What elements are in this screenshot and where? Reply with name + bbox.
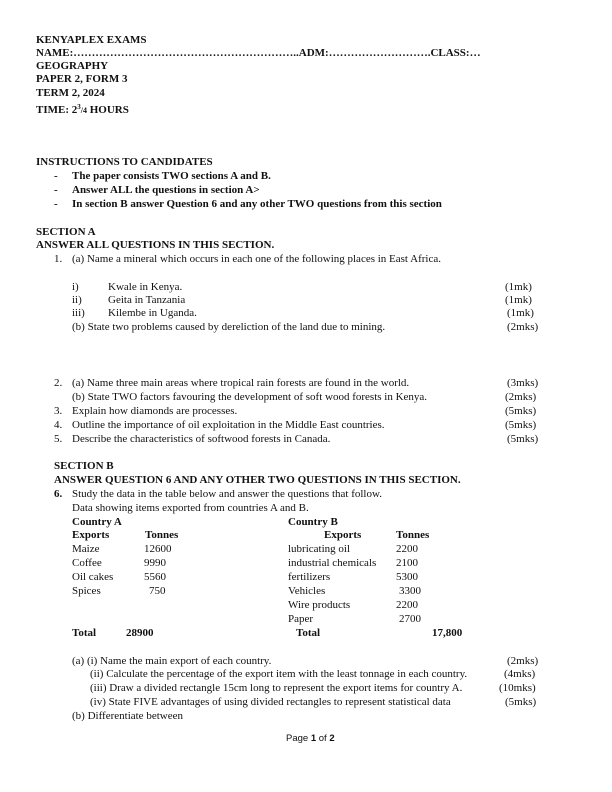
q1-sub-marks: (1mk) [507,307,534,319]
country-a-tonnes: 750 [149,585,166,597]
q1-sub-num: i) [72,281,79,293]
q1-sub-text: Kwale in Kenya. [108,281,183,293]
country-b-total-label: Total [296,627,321,639]
q1-sub-text: Geita in Tanzania [108,294,186,306]
q1-number: 1. [54,253,63,265]
q6-part-a-ii: (ii) Calculate the percentage of the export item with the least tonnage in each country. [90,668,468,680]
country-a-tonnes: 9990 [144,557,166,569]
exam-body: KENYAPLEX EXAMS [36,34,147,46]
subject: GEOGRAPHY [36,60,109,72]
country-b-tonnes: 3300 [399,585,421,597]
q3-text: Explain how diamonds are processes. [72,405,238,417]
country-b-item: lubricating oil [288,543,351,555]
country-b-item: Paper [288,613,314,625]
country-b-tonnes: 2700 [399,613,421,625]
country-a-tonnes: 5560 [144,571,166,583]
q6-part-a-iii: (iii) Draw a divided rectangle 15cm long to represent the export items for country A. [90,682,463,694]
time-fraction-denominator: /4 [80,106,87,115]
country-b-item: Wire products [288,599,351,611]
country-a-col-tonnes: Tonnes [145,529,179,541]
q1-sub-marks: (1mk) [505,281,532,293]
q6-part-a-ii-marks: (4mks) [504,668,536,680]
instruction-item-2: Answer ALL the questions in section A> [72,184,260,196]
q2b-marks: (2mks) [505,391,537,403]
q2a-text: (a) Name three main areas where tropical rain forests are found in the world. [72,377,410,389]
page-total: 2 [329,733,335,744]
time-label: TIME: 2 [36,104,78,116]
q3-marks: (5mks) [505,405,537,417]
country-a-col-exports: Exports [72,529,110,541]
country-a-item: Coffee [72,557,102,569]
q1-sub-text: Kilembe in Uganda. [108,307,197,319]
section-b-title: SECTION B [54,460,114,472]
page-number: 1 [310,733,317,744]
q2a-marks: (3mks) [507,377,539,389]
name-adm-class-line: NAME:……………………………………………………..ADM:……………………….CLASS:… [36,47,481,59]
q5-marks: (5mks) [507,433,539,445]
country-b-tonnes: 2200 [396,543,418,555]
q4-marks: (5mks) [505,419,537,431]
country-b-tonnes: 5300 [396,571,418,583]
country-a-title: Country A [72,516,122,528]
q5-text: Describe the characteristics of softwood forests in Canada. [72,433,331,445]
country-a-total-value: 28900 [126,627,154,639]
section-a-title: SECTION A [36,226,96,238]
country-a-item: Oil cakes [72,571,114,583]
country-a-item: Maize [72,543,100,555]
page-footer [286,732,335,745]
q1-sub-marks: (1mk) [505,294,532,306]
instruction-item-1: The paper consists TWO sections A and B. [72,170,271,182]
q1-text: (a) Name a mineral which occurs in each one of the following places in East Africa. [72,253,441,265]
section-b-instruction: ANSWER QUESTION 6 AND ANY OTHER TWO QUESTIONS IN THIS SECTION. [54,474,461,486]
country-b-item: fertilizers [288,571,331,583]
country-b-item: industrial chemicals [288,557,377,569]
time-fraction-numerator: 3 [77,103,81,111]
country-a-item: Spices [72,585,101,597]
country-a-tonnes: 12600 [144,543,172,555]
q4-text: Outline the importance of oil exploitation in the Middle East countries. [72,419,385,431]
instruction-bullet: - [54,170,58,182]
q3-number: 3. [54,405,63,417]
instruction-item-3: In section B answer Question 6 and any other TWO questions from this section [72,198,442,210]
q6-part-a-i: (a) (i) Name the main export of each country. [72,655,272,667]
time-unit: HOURS [86,104,129,116]
instruction-bullet: - [54,198,58,210]
q6-part-a-i-marks: (2mks) [507,655,539,667]
instruction-bullet: - [54,184,58,196]
country-b-title: Country B [288,516,338,528]
q1-sub-num: iii) [72,307,85,319]
time [36,101,129,117]
q6-number: 6. [54,488,63,500]
country-a-total-label: Total [72,627,97,639]
q4-number: 4. [54,419,63,431]
country-b-item: Vehicles [288,585,326,597]
country-b-col-exports: Exports [324,529,362,541]
country-b-total-value: 17,800 [432,627,463,639]
q2-number: 2. [54,377,63,389]
q6-part-a-iii-marks: (10mks) [499,682,536,694]
paper-form: PAPER 2, FORM 3 [36,73,128,85]
q6-part-b: (b) Differentiate between [72,710,183,722]
q6-caption: Data showing items exported from countries A and B. [72,502,309,514]
q6-part-a-iv: (iv) State FIVE advantages of using divided rectangles to represent statistical data [90,696,451,708]
country-b-tonnes: 2100 [396,557,418,569]
q6-text: Study the data in the table below and answer the questions that follow. [72,488,382,500]
of-word: of [316,733,330,744]
q5-number: 5. [54,433,63,445]
instructions-title: INSTRUCTIONS TO CANDIDATES [36,156,213,168]
page-word: Page [286,733,311,744]
term: TERM 2, 2024 [36,87,105,99]
q1b-text: (b) State two problems caused by dereliction of the land due to mining. [72,321,386,333]
q2b-text: (b) State TWO factors favouring the development of soft wood forests in Kenya. [72,391,428,403]
country-b-tonnes: 2200 [396,599,418,611]
section-a-instruction: ANSWER ALL QUESTIONS IN THIS SECTION. [36,239,275,251]
q1b-marks: (2mks) [507,321,539,333]
q1-sub-num: ii) [72,294,82,306]
country-b-col-tonnes: Tonnes [396,529,430,541]
q6-part-a-iv-marks: (5mks) [505,696,537,708]
